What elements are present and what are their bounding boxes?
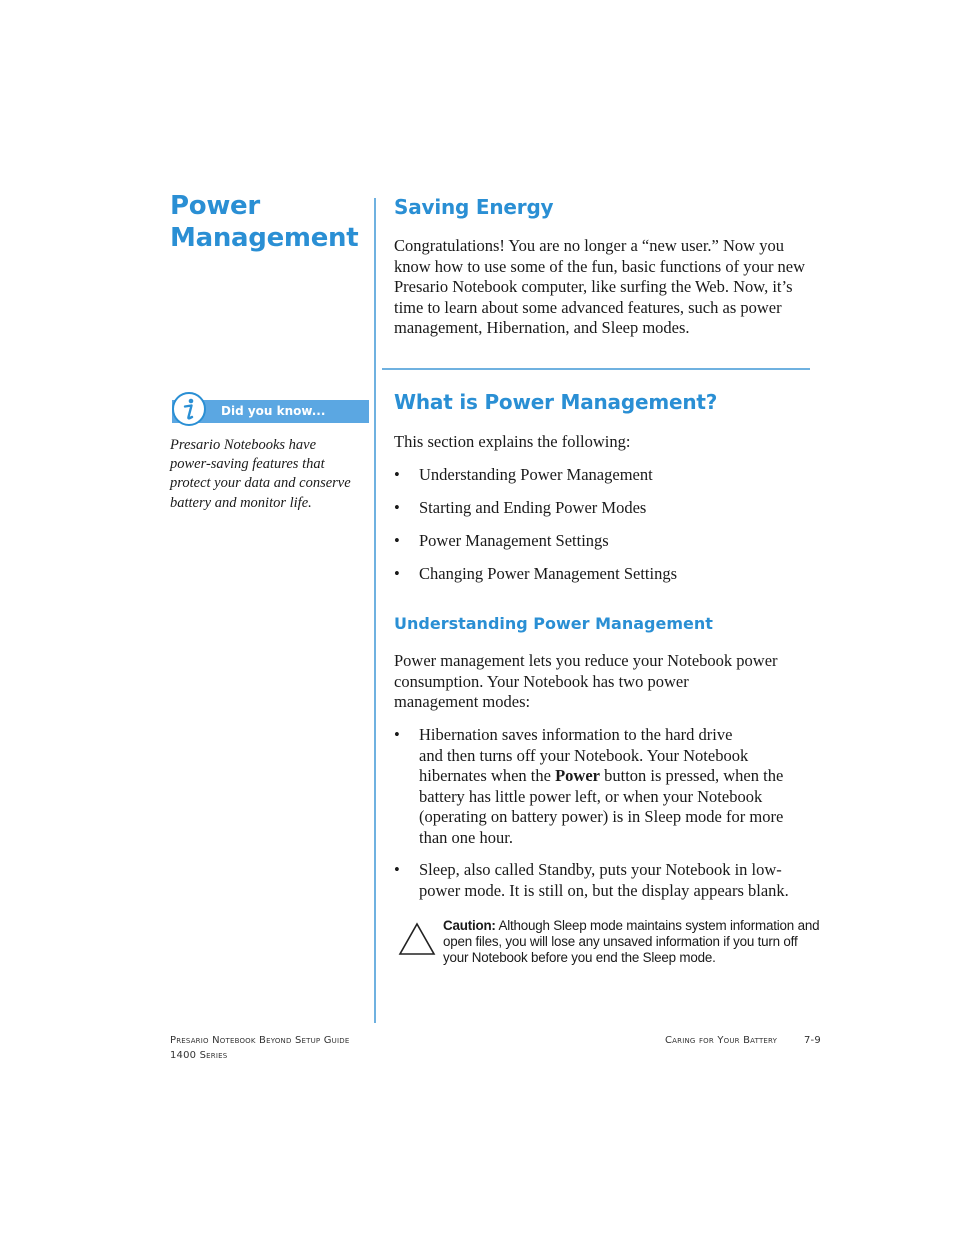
list-item-text: Sleep, also called Standby, puts your Notebook in low- xyxy=(419,860,782,879)
paragraph-line: management, Hibernation, and Sleep modes. xyxy=(394,318,690,337)
note-line: power-saving features that xyxy=(170,456,325,473)
info-icon xyxy=(172,392,206,426)
list-item-text: power mode. It is still on, but the display appears blank. xyxy=(419,880,789,900)
warning-triangle-icon xyxy=(398,922,436,956)
caution-label: Caution: xyxy=(443,918,496,933)
list-item-text: than one hour. xyxy=(419,827,513,847)
saving-energy-heading: Saving Energy xyxy=(394,195,554,219)
note-line: battery and monitor life. xyxy=(170,494,312,511)
list-item-text: Understanding Power Management xyxy=(419,465,653,484)
list-item-text: Power Management Settings xyxy=(419,531,609,550)
power-button-term: Power xyxy=(555,766,600,785)
note-line: Presario Notebooks have xyxy=(170,437,317,453)
text-run: button is pressed, when the xyxy=(599,766,784,785)
paragraph-line: time to learn about some advanced features, such as power xyxy=(394,297,782,317)
bullet-glyph: • xyxy=(394,564,400,583)
paragraph-line: Congratulations! You are no longer a “new user.” Now you xyxy=(394,236,784,255)
understanding-paragraph xyxy=(394,651,826,713)
paragraph-line: Presario Notebook computer, like surfing the Web. Now, it’s xyxy=(394,277,793,296)
caution-line: open files, you will lose any unsaved information if you turn off xyxy=(443,934,798,949)
list-item-text: and then turns off your Notebook. Your Notebook xyxy=(419,745,749,765)
section-divider xyxy=(382,368,810,370)
paragraph-line: consumption. Your Notebook has two power xyxy=(394,671,689,691)
footer-series: 1400 Series xyxy=(170,1050,228,1061)
list-item-text xyxy=(419,766,829,787)
note-line: protect your data and conserve xyxy=(170,475,351,492)
bullet-glyph: • xyxy=(394,725,400,744)
bullet-glyph: • xyxy=(394,465,400,484)
text-run: hibernates when the xyxy=(419,766,556,785)
bullet-glyph: • xyxy=(394,498,400,517)
saving-energy-paragraph xyxy=(394,236,826,339)
what-is-heading: What is Power Management? xyxy=(394,390,718,414)
footer-section: Caring for Your Battery xyxy=(665,1035,778,1046)
what-is-intro xyxy=(394,432,826,453)
chapter-title-line2: Management xyxy=(170,223,359,253)
paragraph-line: know how to use some of the fun, basic functions of your new xyxy=(394,256,806,276)
list-item-text: (operating on battery power) is in Sleep mode for more xyxy=(419,807,784,826)
understanding-heading: Understanding Power Management xyxy=(394,614,713,633)
did-you-know-label: Did you know... xyxy=(221,404,326,418)
paragraph-line: Power management lets you reduce your Notebook power xyxy=(394,651,778,670)
caution-note xyxy=(443,918,833,966)
page-number: 7-9 xyxy=(804,1035,821,1046)
text-run: Although Sleep mode maintains system information and xyxy=(495,918,820,933)
paragraph-line: management modes: xyxy=(394,692,531,711)
list-item-text: Hibernation saves information to the hard drive xyxy=(419,725,733,744)
list-item-text: battery has little power left, or when your Notebook xyxy=(419,786,763,806)
footer-book-title: Presario Notebook Beyond Setup Guide xyxy=(170,1035,350,1046)
bullet-glyph: • xyxy=(394,531,400,550)
list-item-text: Changing Power Management Settings xyxy=(419,564,678,583)
caution-line: your Notebook before you end the Sleep mode. xyxy=(443,950,716,965)
paragraph-line: This section explains the following: xyxy=(394,432,631,451)
caution-line xyxy=(443,918,833,934)
did-you-know-note xyxy=(170,436,375,513)
chapter-title xyxy=(170,190,370,254)
bullet-glyph: • xyxy=(394,860,400,879)
chapter-title-line1: Power xyxy=(170,191,260,221)
list-item-text: Starting and Ending Power Modes xyxy=(419,498,647,517)
column-divider xyxy=(374,198,376,1023)
